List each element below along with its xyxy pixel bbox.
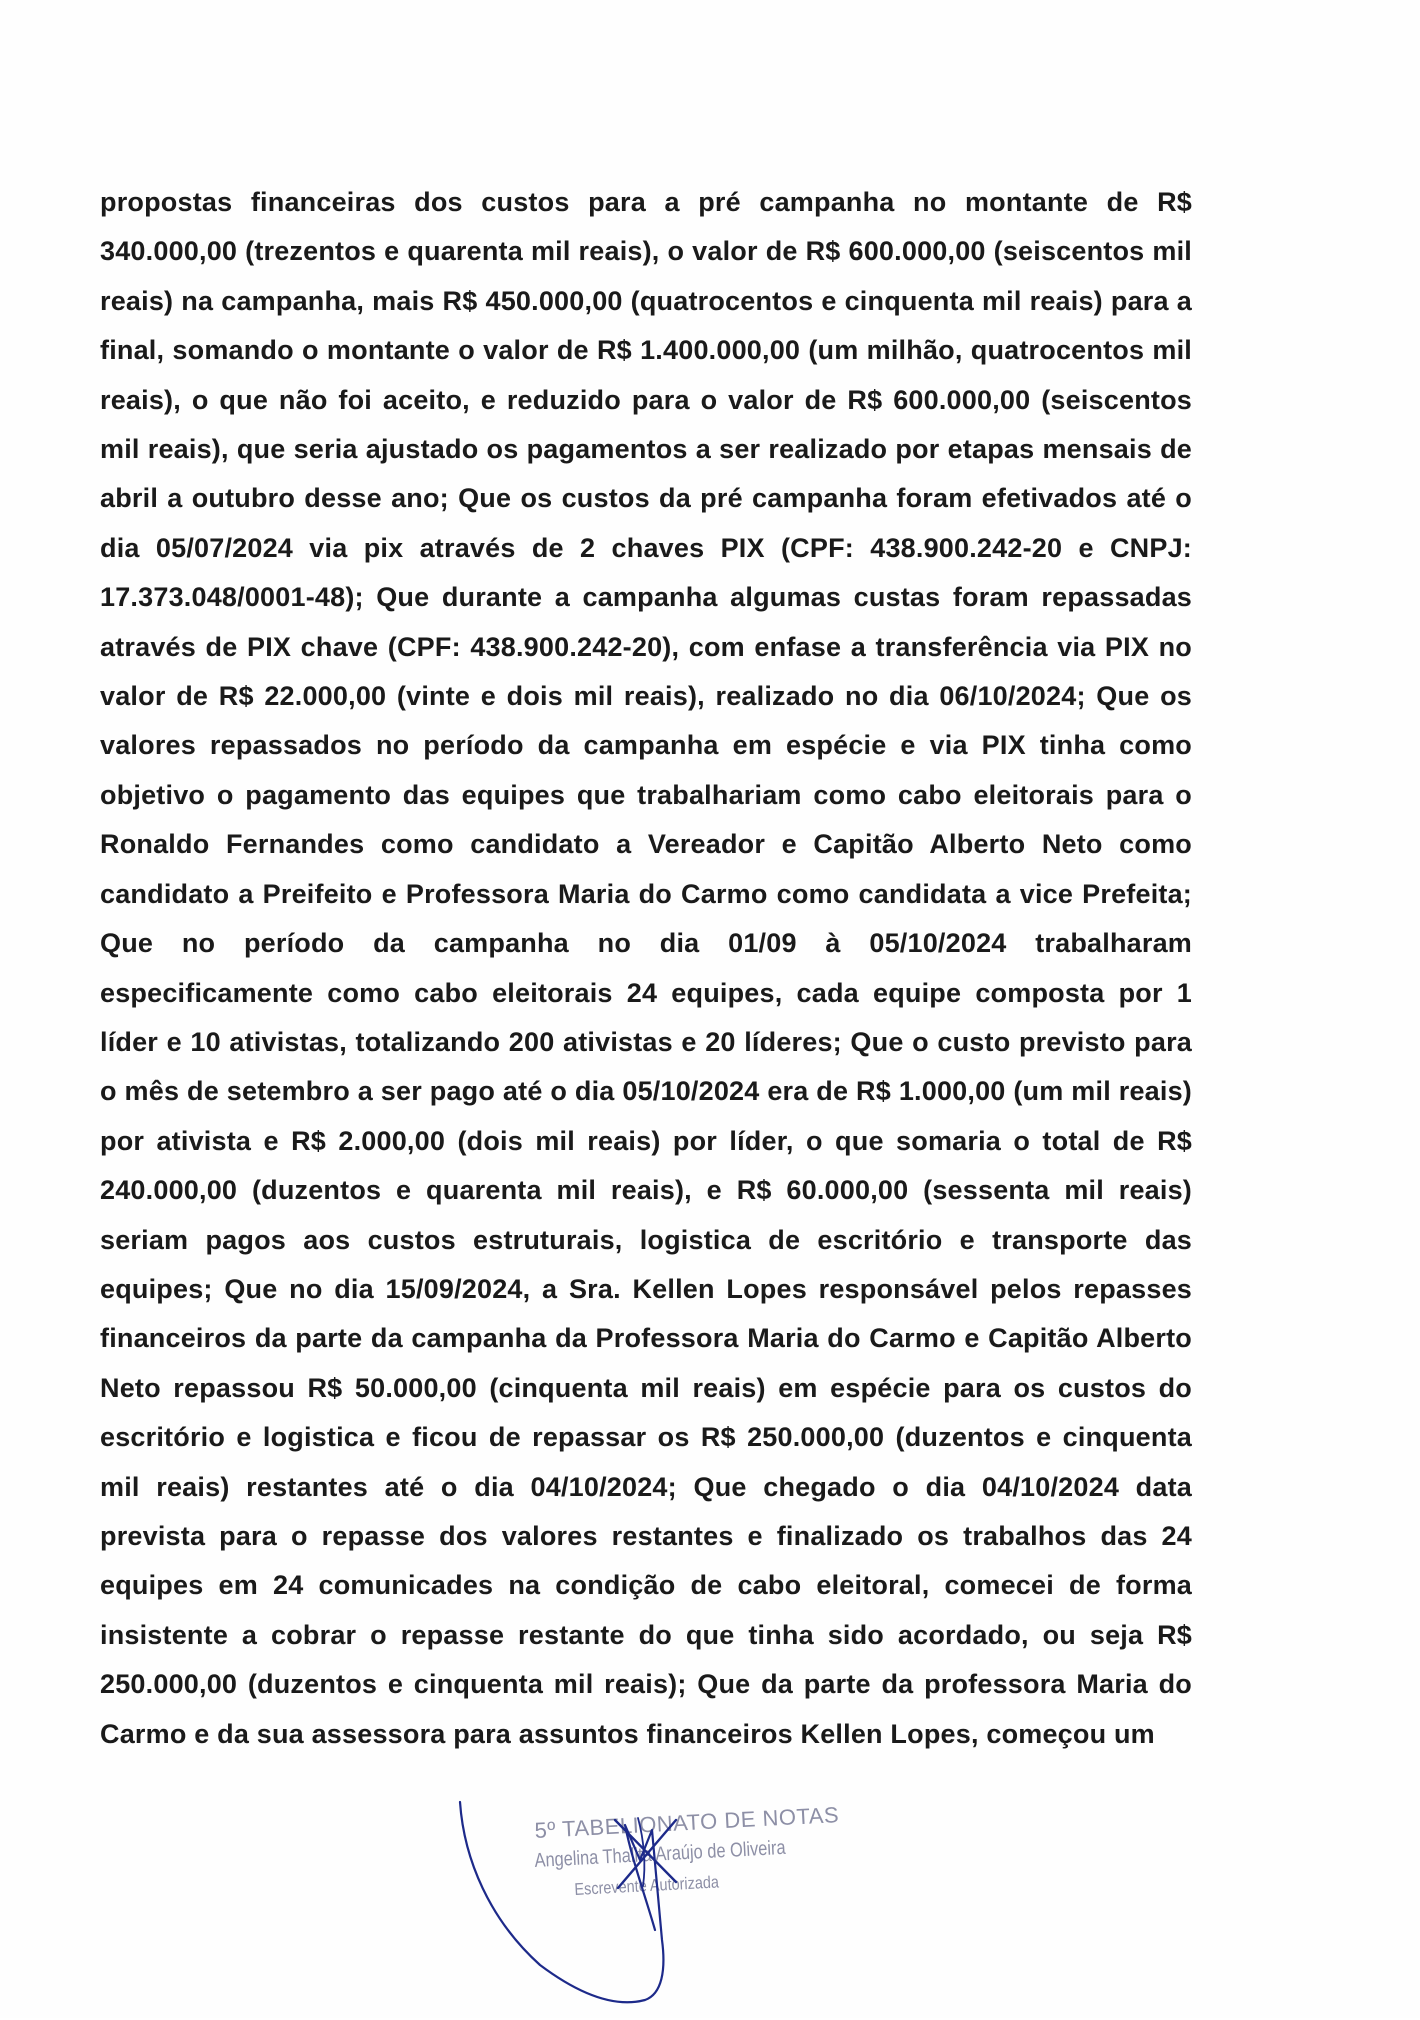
stamp-office-name: 5º TABELIONATO DE NOTAS: [534, 1802, 840, 1843]
stamp-clerk-title: Escrevente Autorizada: [574, 1872, 720, 1899]
body-paragraph: propostas financeiras dos custos para a pré campanha no montante de R$ 340.000,00 (trezentos e quarenta mil reais), o valor de R$ 600.000,00 (seiscentos mil reais) na campanha, mais R$ 450.000,00 (quatrocentos e cinquenta mil reais) para a final, somando o montante o valor de R$ 1.400.000,00 (um milhão, quatrocentos mil reais), o que não foi aceito, e reduzido para o valor de R$ 600.000,00 (seiscentos mil reais), que seria ajustado os pagamentos a ser realizado por etapas mensais de abril a outubro desse ano; Que os custos da pré campanha foram efetivados até o dia 05/07/2024 via pix através de 2 chaves PIX (CPF: 438.900.242-20 e CNPJ: 17.373.048/0001-48); Que durante a campanha algumas custas foram repassadas através de PIX chave (CPF: 438.900.242-20), com enfase a transferência via PIX no valor de R$ 22.000,00 (vinte e dois mil reais), realizado no dia 06/10/2024; Que os valores repassados no período da campanha em espécie e via PIX tinha como objetivo o pagamento das equipes que trabalhariam como cabo eleitorais para o Ronaldo Fernandes como candidato a Vereador e Capitão Alberto Neto como candidato a Preifeito e Professora Maria do Carmo como candidata a vice Prefeita; Que no período da campanha no dia 01/09 à 05/10/2024 trabalharam especificamente como cabo eleitorais 24 equipes, cada equipe composta por 1 líder e 10 ativistas, totalizando 200 ativistas e 20 líderes; Que o custo previsto para o mês de setembro a ser pago até o dia 05/10/2024 era de R$ 1.000,00 (um mil reais) por ativista e R$ 2.000,00 (dois mil reais) por líder, o que somaria o total de R$ 240.000,00 (duzentos e quarenta mil reais), e R$ 60.000,00 (sessenta mil reais) seriam pagos aos custos estruturais, logistica de escritório e transporte das equipes; Que no dia 15/09/2024, a Sra. Kellen Lopes responsável pelos repasses financeiros da parte da campanha da Professora Maria do Carmo e Capitão Alberto Neto repassou R$ 50.000,00 (cinquenta mil reais) em espécie para os custos do escritório e logistica e ficou de repassar os R$ 250.000,00 (duzentos e cinquenta mil reais) restantes até o dia 04/10/2024; Que chegado o dia 04/10/2024 data prevista para o repasse dos valores restantes e finalizado os trabalhos das 24 equipes em 24 comunicades na condição de cabo eleitoral, comecei de forma insistente a cobrar o repasse restante do que tinha sido acordado, ou seja R$ 250.000,00 (duzentos e cinquenta mil reais); Que da parte da professora Maria do Carmo e da sua assessora para assuntos financeiros Kellen Lopes, começou um: [100, 187, 1192, 1749]
stamp-clerk-name: Angelina Thalita Araújo de Oliveira: [534, 1836, 787, 1872]
signature-icon: [440, 1790, 700, 2020]
